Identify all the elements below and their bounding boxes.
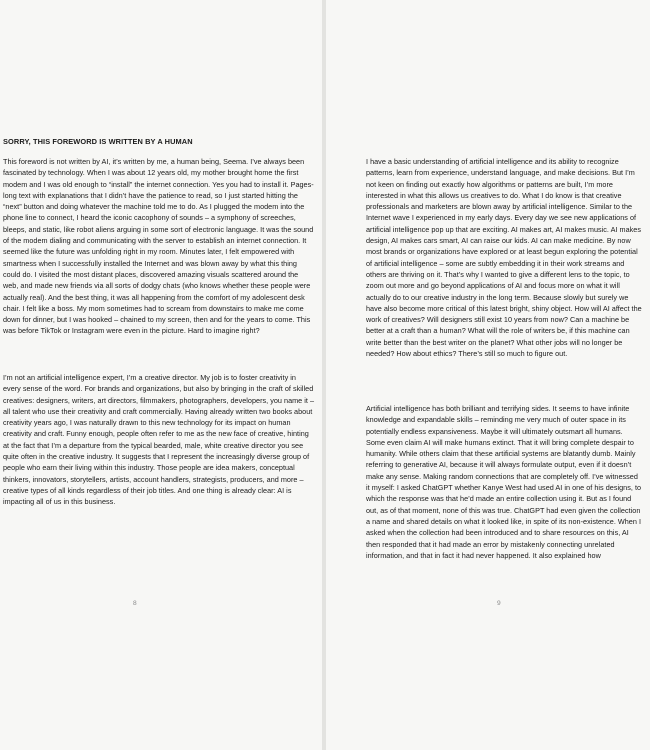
left-paragraph-1: This foreword is not written by AI, it’s written by me, a human being, Seema. I’ve always been fascinated by technology. When I was about 12 years old, my mother brought home the first modem and I was old enough to “install” the internet connection. Yes you had to install it. Pages-long text with explanations that I didn’t have the patience to read, so I just started hitting the “next” button and doing whatever the machine told me to do. As I plugged the modem into the phone line to connect, I heard the iconic cacophony of sounds – a symphony of screeches, bleeps, and static, like robot aliens arguing in some sort of electronic language. It was the sound of the modem dialing and communicating with the server to establish an internet connection. It seemed like the future was unfolding right in my room. Minutes later, I felt empowered with smartness when I successfully installed the Internet and was blown away by what this thing could do. I visited the most distant places, discovered amazing visuals scattered around the web, and made new friends via all sorts of dodgy chats (who knows whether these people were actually real). And the best thing, it was all happening from the comfort of my adolescent desk chair. I felt like a boss. My mom sometimes had to scream from downstairs to make me come down for dinner, but I was hooked – chained to my screen, then and for the years to come. This was before TikTok or Instagram were even in the picture. Hard to imagine right? bbox=[3, 157, 314, 336]
right-paragraph-2: Artificial intelligence has both brilliant and terrifying sides. It seems to have infinite knowledge and expandable skills – reminding me very much of outer space in its potentially endless expansiveness. Maybe it will ultimately outsmart all humans. Some even claim AI will make humans extinct. That it will bring complete despair to humanity. While others claim that these artificial systems are blatantly dumb. Mainly referring to generative AI, because it will always formulate output, even if it doesn’t make any sense. Making random connections that are completely off. I’ve witnessed it myself: I asked ChatGPT whether Kanye West had used AI in one of his designs, to which the response was that he’d made an entire collection using it. But as I found out, as of that moment, none of this was true. ChatGPT had even given the collection a name and shared details on what it looked like, in spite of its non-existence. When I asked when the collection had been introduced and to share resources on this, AI then responded that it had made an error by mistakenly connecting unrelated information, and that in fact it had never happened. It also explained how bbox=[366, 404, 642, 560]
chapter-heading: SORRY, THIS FOREWORD IS WRITTEN BY A HUMAN bbox=[3, 137, 193, 146]
right-page bbox=[326, 0, 650, 750]
right-paragraph-1: I have a basic understanding of artificial intelligence and its ability to recognize patterns, learn from experience, understand language, and make decisions. But I’m not keen on finding out exactly how algorithms or patterns are built, I’m more interested in what this allows us creatives to do. What I do know is that creative professionals and marketers are blown away by artificial intelligence. Similar to the Internet wave I experienced in my early days. Every day we see new applications of artificial intelligence pop up that are exciting. AI makes art, AI makes music. AI makes design, AI makes cars smart, AI can raise our kids. AI can make medicine. By now most brands or organizations have explored or at least begun exploring the potential of artificial intelligence – some are subtly embedding it in their work streams and others are thriving on it. That’s why I wanted to give a different lens to the topic, to zoom out more and go beyond applications of AI and focus more on what it will actually do to our creative industry in the long term. Because slowly but surely we have also become more critical of this latest bright, shiny object. How will AI affect the work of creatives? Will designers still exist 10 years from now? Can a machine be better at a craft than a human? What will the role of writers be, if this machine can write better than the best writer on the planet? What other jobs will no longer be needed? How about ethics? There’s still so much to figure out. bbox=[366, 157, 642, 359]
left-paragraph-2: I’m not an artificial intelligence expert, I’m a creative director. My job is to foster creativity in every sense of the word. For brands and organizations, but also by bringing in the craft of skilled creatives: designers, writers, art directors, filmmakers, photographers, developers, you name it – all talent who use their creativity and craft commercially. Having already written two books about creativity years ago, I was naturally drawn to this new technology for its impact on human creativity and craft. Funny enough, people often refer to me as the new face of creative, hinting at the fact that I’m a departure from the typical bearded, male, white creative director you see quite often in the creative industry. It suggests that I represent the increasingly diverse group of people who earn their living within this industry. Those people are idea makers, conceptual thinkers, innovators, storytellers, artists, account handlers, strategists, producers, and more – creative types of all kinds regardless of their job titles. And one thing is already clear: AI is impacting all of us in this business. bbox=[3, 373, 315, 507]
page-number-right: 9 bbox=[497, 600, 501, 607]
page-number-left: 8 bbox=[133, 600, 137, 607]
